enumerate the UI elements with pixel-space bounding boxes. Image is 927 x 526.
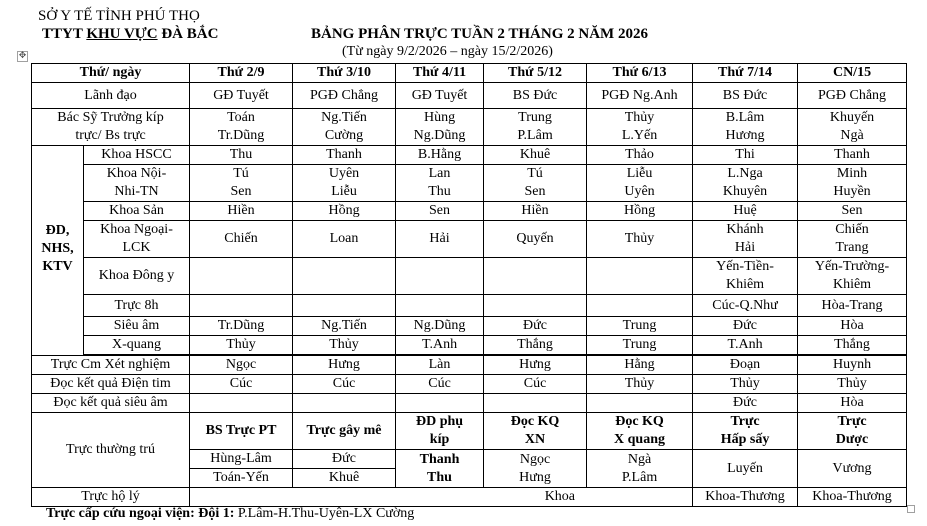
table-move-handle-icon[interactable]: ✥ [18,51,27,61]
row-label: Khoa Sản [84,202,190,221]
table-cell: Khuê [484,146,587,165]
header-row [32,64,907,83]
table-cell [293,258,396,295]
table-cell: T.Anh [396,336,484,355]
table-cell: Toán Tr.Dũng [190,109,293,146]
row-label: Trực thường trú [32,413,190,488]
table-cell: Hằng [587,356,693,375]
table-cell: Hòa-Trang [798,295,907,317]
table-cell: Loan [293,221,396,258]
table-cell [396,394,484,413]
table-cell: Trung [587,317,693,336]
col-header-fri: Thứ 6/13 [587,64,693,83]
table-row-san [32,202,907,221]
table-cell: Chiến Trang [798,221,907,258]
row-label: Khoa HSCC [84,146,190,165]
col-header-thu: Thứ 5/12 [484,64,587,83]
sub-header-hap-say: Trực Hấp sấy [693,413,798,450]
table-row-truc8h [32,295,907,317]
table-cell: Đức [693,394,798,413]
table-cell: B.Hằng [396,146,484,165]
col-header-sat: Thứ 7/14 [693,64,798,83]
table-cell: Hồng [587,202,693,221]
table-cell: Đức [293,450,396,469]
nurse-group-label: ĐD, NHS, KTV [32,146,84,356]
table-cell: Thủy [798,375,907,394]
row-label: Trực hộ lý [32,488,190,507]
table-cell: Sen [396,202,484,221]
table-row-ngoai [32,221,907,258]
row-label: Trực Cm Xét nghiệm [32,356,190,375]
table-cell [293,394,396,413]
table-cell: Cúc [484,375,587,394]
table-cell: Thanh [798,146,907,165]
row-label: Siêu âm [84,317,190,336]
table-cell: Thủy [190,336,293,355]
table-cell [587,258,693,295]
table-cell: Sen [798,202,907,221]
org-name: SỞ Y TẾ TỈNH PHÚ THỌ [38,8,200,24]
table-cell: Cúc [293,375,396,394]
table-cell: Uyên Liễu [293,165,396,202]
date-range: (Từ ngày 9/2/2026 – ngày 15/2/2026) [342,44,553,59]
table-cell-weekday: Khoa [190,488,693,507]
table-cell: B.Lâm Hương [693,109,798,146]
footer-label: Trực cấp cứu ngoại viện: Đội 1: [46,506,235,521]
table-cell: Hiền [484,202,587,221]
table-cell: Ng.Tiến Cường [293,109,396,146]
table-row-sieuam [32,317,907,336]
row-label: X-quang [84,336,190,355]
table-cell: Yến-Tiền- Khiêm [693,258,798,295]
col-header-tue: Thứ 3/10 [293,64,396,83]
table-cell: GĐ Tuyết [396,83,484,109]
table-cell [587,394,693,413]
row-label: Đọc kết quả Điện tim [32,375,190,394]
table-cell: Lan Thu [396,165,484,202]
table-cell: Tr.Dũng [190,317,293,336]
table-cell: Hưng [484,356,587,375]
table-cell: Ngà P.Lâm [587,450,693,488]
row-label [32,109,190,146]
table-cell: Yến-Trường- Khiêm [798,258,907,295]
roster-table [31,63,907,507]
table-row-leadership [32,83,907,109]
table-cell: Thu [190,146,293,165]
table-cell: BS Đức [693,83,798,109]
table-cell: Thủy [293,336,396,355]
table-cell: Tú Sen [190,165,293,202]
table-row-kqsieuam [32,394,907,413]
table-cell: PGĐ Chẳng [798,83,907,109]
sub-header-bs-pt: BS Trực PT [190,413,293,450]
row-label: Trực 8h [84,295,190,317]
table-row-xetnghiem [32,356,907,375]
table-cell: Thanh Thu [396,450,484,488]
row-label: Khoa Đông y [84,258,190,295]
table-cell: PGĐ Chẳng [293,83,396,109]
table-cell: Khánh Hải [693,221,798,258]
table-cell [190,295,293,317]
table-cell: Vương [798,450,907,488]
sub-header-kq-xn: Đọc KQ XN [484,413,587,450]
table-cell: Cúc-Q.Như [693,295,798,317]
table-resize-handle[interactable] [907,505,915,513]
table-cell [484,295,587,317]
table-cell: Thủy [693,375,798,394]
footer-value: P.Lâm-H.Thu-Uyên-LX Cường [234,506,415,521]
table-row-dientim [32,375,907,394]
col-header-sun: CN/15 [798,64,907,83]
table-cell: Minh Huyền [798,165,907,202]
table-cell: Hiền [190,202,293,221]
table-cell: Toán-Yến [190,469,293,488]
table-cell: Hòa [798,317,907,336]
table-cell [396,295,484,317]
table-row-xquang [32,336,907,355]
col-header-day: Thứ/ ngày [32,64,190,83]
row-label: Lãnh đạo [32,83,190,109]
table-cell: Ngọc [190,356,293,375]
table-cell: Liễu Uyên [587,165,693,202]
table-cell: Ng.Dũng [396,317,484,336]
table-cell: Tú Sen [484,165,587,202]
table-cell: Ng.Tiến [293,317,396,336]
table-cell: Thắng [484,336,587,355]
table-cell: T.Anh [693,336,798,355]
row-label: Khoa Nội- Nhi-TN [84,165,190,202]
label-line: trực/ Bs trực [75,128,146,143]
col-header-wed: Thứ 4/11 [396,64,484,83]
table-cell: Huệ [693,202,798,221]
col-header-mon: Thứ 2/9 [190,64,293,83]
table-cell: Trung P.Lâm [484,109,587,146]
table-cell: Thủy L.Yến [587,109,693,146]
table-cell [587,295,693,317]
table-cell: Thanh [293,146,396,165]
footer-emergency [46,505,414,523]
table-row-thuongtru-headers [32,413,907,450]
table-cell: Đoạn [693,356,798,375]
table-cell: PGĐ Ng.Anh [587,83,693,109]
table-cell [484,394,587,413]
unit-suffix: ĐÀ BẮC [157,26,219,42]
sub-header-gay-me: Trực gây mê [293,413,396,450]
table-cell: L.Nga Khuyên [693,165,798,202]
table-cell: Huynh [798,356,907,375]
table-cell: Làn [396,356,484,375]
table-cell: Cúc [396,375,484,394]
row-label: Đọc kết quả siêu âm [32,394,190,413]
table-cell: Hùng Ng.Dũng [396,109,484,146]
table-cell: Thủy [587,221,693,258]
table-row-doctors [32,109,907,146]
table-cell: Hải [396,221,484,258]
table-cell: Thắng [798,336,907,355]
table-cell [484,258,587,295]
table-row-hscc [32,146,907,165]
table-cell: GĐ Tuyết [190,83,293,109]
table-cell: Luyến [693,450,798,488]
table-cell: Khoa-Thương [693,488,798,507]
table-row-holy [32,488,907,507]
table-cell: Khuê [293,469,396,488]
label-line: Bác Sỹ Trưởng kíp [57,110,164,125]
table-cell: Trung [587,336,693,355]
sub-header-dd-phu-kip: ĐD phụ kíp [396,413,484,450]
table-cell: Hồng [293,202,396,221]
unit-name [42,26,218,43]
row-label: Khoa Ngoại- LCK [84,221,190,258]
table-cell: Thủy [587,375,693,394]
table-cell: BS Đức [484,83,587,109]
table-cell [293,295,396,317]
unit-underlined: KHU VỰC [86,26,158,42]
table-cell: Chiến [190,221,293,258]
table-cell [190,394,293,413]
table-cell: Hưng [293,356,396,375]
table-cell: Thảo [587,146,693,165]
table-cell: Khuyến Ngà [798,109,907,146]
table-cell [396,258,484,295]
table-cell: Hòa [798,394,907,413]
page-title: BẢNG PHÂN TRỰC TUẦN 2 THÁNG 2 NĂM 2026 [311,26,648,42]
table-cell: Đức [484,317,587,336]
table-cell: Đức [693,317,798,336]
table-cell [190,258,293,295]
sub-header-duoc: Trực Dược [798,413,907,450]
table-cell: Hùng-Lâm [190,450,293,469]
table-cell: Thi [693,146,798,165]
table-cell: Ngọc Hưng [484,450,587,488]
sub-header-kq-xquang: Đọc KQ X quang [587,413,693,450]
table-row-dongy [32,258,907,295]
table-cell: Khoa-Thương [798,488,907,507]
table-cell: Cúc [190,375,293,394]
unit-prefix: TTYT [42,26,87,42]
table-row-noi [32,165,907,202]
table-cell: Quyến [484,221,587,258]
